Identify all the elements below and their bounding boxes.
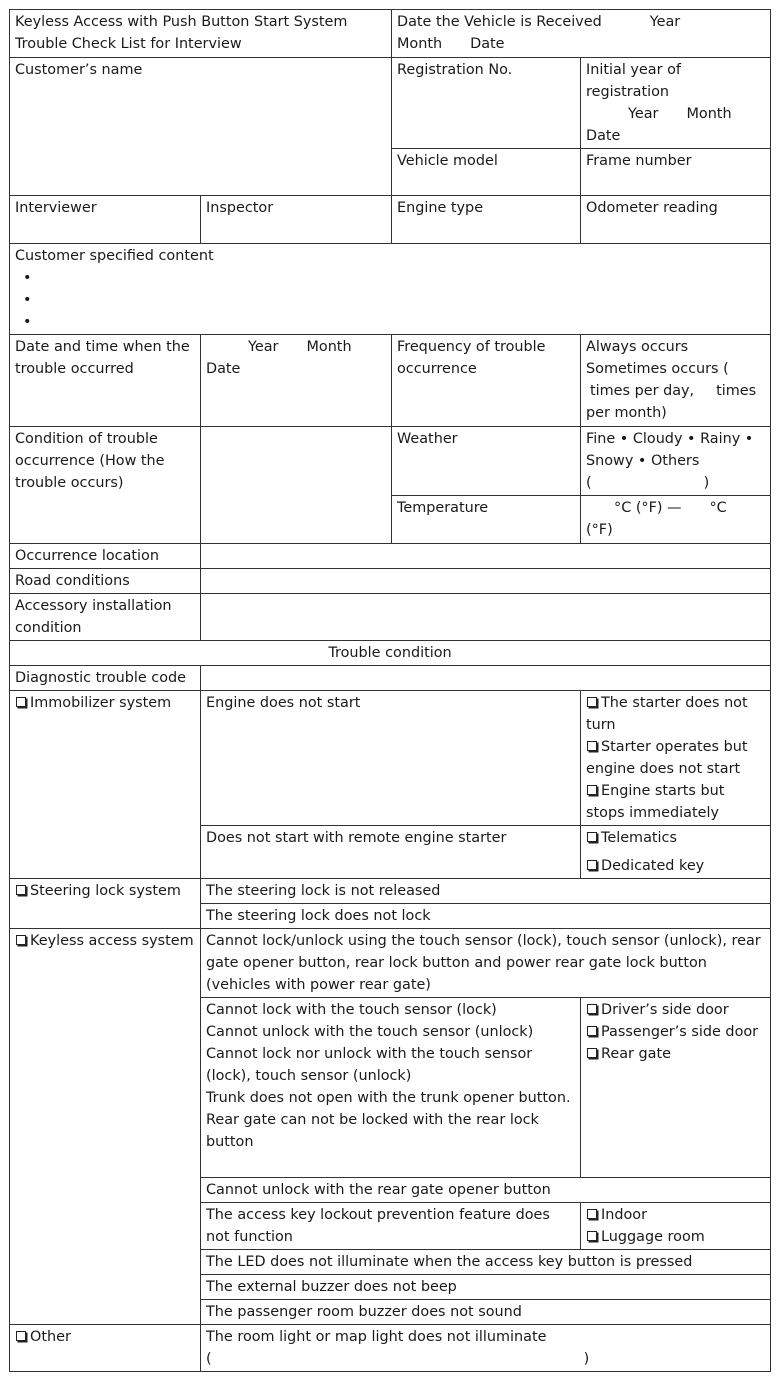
luggage-room-label: Luggage room	[601, 1229, 705, 1245]
driver-door-checkbox[interactable]	[587, 1004, 597, 1014]
keyless-row2-checks	[581, 998, 771, 1178]
remote-start-checks	[581, 826, 771, 879]
keyless-row4-checks	[581, 1203, 771, 1250]
occurrence-date: Date	[206, 361, 241, 377]
customer-name-label: Customer’s name	[15, 62, 143, 78]
keyless-row2-line5: Rear gate can not be locked with the rear lock button	[206, 1112, 539, 1150]
keyless-row4-text: The access key lockout prevention feature does not function	[206, 1207, 550, 1245]
keyless-row2-line2: Cannot unlock with the touch sensor (unlock)	[206, 1024, 534, 1040]
location-label: Occurrence location	[15, 548, 159, 564]
keyless-access-label: Keyless access system	[30, 933, 194, 949]
starter-operates-label: Starter operates but engine does not start	[586, 739, 748, 777]
steering-not-released-cell	[201, 879, 771, 904]
keyless-row3-cell	[201, 1178, 771, 1203]
initial-year-label: Initial year of registration	[586, 62, 681, 100]
frequency-always: Always occurs	[586, 339, 689, 355]
odometer-label: Odometer reading	[586, 200, 718, 216]
keyless-row5-cell	[201, 1250, 771, 1275]
remote-start-label: Does not start with remote engine starter	[206, 830, 507, 846]
frame-number-label: Frame number	[586, 153, 692, 169]
other-checkbox[interactable]	[16, 1331, 26, 1341]
starter-not-turn-checkbox[interactable]	[587, 697, 597, 707]
weather-label-cell	[392, 427, 581, 496]
steering-not-released-label: The steering lock is not released	[206, 883, 441, 899]
weather-options: Fine • Cloudy • Rainy • Snowy • Others	[586, 431, 754, 469]
frequency-times: times	[716, 383, 757, 399]
other-cell[interactable]	[10, 1325, 201, 1372]
temperature-label-cell	[392, 496, 581, 544]
trouble-check-list-sheet	[9, 9, 770, 1372]
frequency-label-cell	[392, 335, 581, 427]
date-received-label: Date the Vehicle is Received	[397, 14, 602, 30]
registration-no-label: Registration No.	[397, 62, 513, 78]
steering-lock-cell[interactable]	[10, 879, 201, 929]
dedicated-key-label: Dedicated key	[601, 858, 705, 874]
weather-value-cell	[581, 427, 771, 496]
location-label-cell	[10, 544, 201, 569]
content-bullet-3: •	[23, 314, 32, 330]
frequency-times-per-day: times per day,	[590, 383, 695, 399]
condition-value-cell	[201, 427, 392, 544]
form-title-line1: Keyless Access with Push Button Start System	[15, 14, 348, 30]
indoor-checkbox[interactable]	[587, 1209, 597, 1219]
engine-not-start-label: Engine does not start	[206, 695, 361, 711]
initial-year-cell	[581, 58, 771, 149]
rear-gate-label: Rear gate	[601, 1046, 671, 1062]
keyless-row2-line1: Cannot lock with the touch sensor (lock)	[206, 1002, 497, 1018]
other-paren-close: )	[583, 1351, 590, 1367]
location-value-cell	[201, 544, 771, 569]
vehicle-model-cell	[392, 149, 581, 196]
trouble-condition-title: Trouble condition	[328, 645, 452, 661]
steering-not-lock-cell	[201, 904, 771, 929]
keyless-access-checkbox[interactable]	[16, 935, 26, 945]
initial-year-year: Year	[628, 106, 659, 122]
temperature-range-low: °C (°F) —	[614, 500, 682, 516]
steering-not-lock-label: The steering lock does not lock	[206, 908, 431, 924]
frequency-value-cell	[581, 335, 771, 427]
immobilizer-label: Immobilizer system	[30, 695, 172, 711]
frequency-label: Frequency of trouble occurrence	[397, 339, 546, 377]
form-title-line2: Trouble Check List for Interview	[15, 36, 242, 52]
customer-content-label: Customer specified content	[15, 248, 214, 264]
date-time-label: Date and time when the trouble occurred	[15, 339, 190, 377]
keyless-row2-cell	[201, 998, 581, 1178]
check-list-table	[9, 9, 771, 1372]
other-text-cell	[201, 1325, 771, 1372]
keyless-row2-line4: Trunk does not open with the trunk opener button.	[206, 1090, 571, 1106]
telematics-checkbox[interactable]	[587, 832, 597, 842]
initial-year-month: Month	[686, 106, 732, 122]
date-received-cell	[392, 10, 771, 58]
customer-content-cell	[10, 244, 771, 335]
starter-not-turn-label: The starter does not turn	[586, 695, 748, 733]
passenger-door-checkbox[interactable]	[587, 1026, 597, 1036]
keyless-row6-cell	[201, 1275, 771, 1300]
engine-stops-label: Engine starts but stops immediately	[586, 783, 725, 821]
condition-label: Condition of trouble occurrence (How the trouble occurs)	[15, 431, 165, 491]
road-value-cell	[201, 569, 771, 594]
indoor-label: Indoor	[601, 1207, 648, 1223]
road-label-cell	[10, 569, 201, 594]
dtc-label-cell	[10, 666, 201, 691]
temperature-label: Temperature	[397, 500, 489, 516]
vehicle-model-label: Vehicle model	[397, 153, 498, 169]
immobilizer-checkbox[interactable]	[16, 697, 26, 707]
date-received-month: Month	[397, 36, 443, 52]
other-paren-open: (	[206, 1351, 212, 1367]
frequency-sometimes: Sometimes occurs (	[586, 361, 729, 377]
weather-label: Weather	[397, 431, 458, 447]
engine-not-start-checks	[581, 691, 771, 826]
dedicated-key-checkbox[interactable]	[587, 860, 597, 870]
keyless-access-cell[interactable]	[10, 929, 201, 1325]
engine-type-cell	[392, 196, 581, 244]
keyless-row1-cell	[201, 929, 771, 998]
remote-start-cell	[201, 826, 581, 879]
content-bullet-1: •	[23, 270, 32, 286]
steering-lock-label: Steering lock system	[30, 883, 181, 899]
dtc-value-cell	[201, 666, 771, 691]
steering-lock-checkbox[interactable]	[16, 885, 26, 895]
road-label: Road conditions	[15, 573, 130, 589]
keyless-row3-text: Cannot unlock with the rear gate opener button	[206, 1182, 551, 1198]
form-title-cell	[10, 10, 392, 58]
date-time-value-cell	[201, 335, 392, 427]
occurrence-year: Year	[248, 339, 279, 355]
other-label: Other	[30, 1329, 71, 1345]
keyless-row2-line3: Cannot lock nor unlock with the touch sensor (lock), touch sensor (unlock)	[206, 1046, 533, 1084]
occurrence-month: Month	[306, 339, 352, 355]
immobilizer-cell[interactable]	[10, 691, 201, 879]
customer-name-cell	[10, 58, 392, 196]
temperature-range-high: °C	[709, 500, 727, 516]
accessory-label: Accessory installation condition	[15, 598, 172, 636]
date-time-label-cell	[10, 335, 201, 427]
interviewer-cell	[10, 196, 201, 244]
engine-type-label: Engine type	[397, 200, 484, 216]
inspector-cell	[201, 196, 392, 244]
driver-door-label: Driver’s side door	[601, 1002, 729, 1018]
keyless-row4-cell	[201, 1203, 581, 1250]
other-text: The room light or map light does not illuminate	[206, 1329, 547, 1345]
weather-other-close: )	[703, 475, 710, 491]
date-received-year: Year	[649, 14, 681, 30]
starter-operates-checkbox[interactable]	[587, 741, 597, 751]
trouble-condition-title-cell	[10, 641, 771, 666]
luggage-room-checkbox[interactable]	[587, 1231, 597, 1241]
engine-stops-checkbox[interactable]	[587, 785, 597, 795]
frame-number-cell	[581, 149, 771, 196]
keyless-row5-text: The LED does not illuminate when the access key button is pressed	[206, 1254, 693, 1270]
keyless-row1-text: Cannot lock/unlock using the touch sensor (lock), touch sensor (unlock), rear gate opener button, rear lock button and power rear gate lock button (vehicles with power rear gate)	[206, 933, 761, 993]
accessory-value-cell	[201, 594, 771, 641]
rear-gate-checkbox[interactable]	[587, 1048, 597, 1058]
date-received-date: Date	[470, 36, 505, 52]
inspector-label: Inspector	[206, 200, 274, 216]
keyless-row6-text: The external buzzer does not beep	[206, 1279, 457, 1295]
accessory-label-cell	[10, 594, 201, 641]
frequency-per-month: per month)	[586, 405, 667, 421]
registration-no-cell	[392, 58, 581, 149]
keyless-row7-text: The passenger room buzzer does not sound	[206, 1304, 522, 1320]
telematics-label: Telematics	[601, 830, 677, 846]
passenger-door-label: Passenger’s side door	[601, 1024, 759, 1040]
keyless-row7-cell	[201, 1300, 771, 1325]
engine-not-start-cell	[201, 691, 581, 826]
temperature-value-cell	[581, 496, 771, 544]
odometer-cell	[581, 196, 771, 244]
weather-other-open: (	[586, 475, 592, 491]
interviewer-label: Interviewer	[15, 200, 97, 216]
temperature-fahrenheit: (°F)	[586, 522, 613, 538]
dtc-label: Diagnostic trouble code	[15, 670, 187, 686]
initial-year-date: Date	[586, 128, 621, 144]
condition-label-cell	[10, 427, 201, 544]
content-bullet-2: •	[23, 292, 32, 308]
